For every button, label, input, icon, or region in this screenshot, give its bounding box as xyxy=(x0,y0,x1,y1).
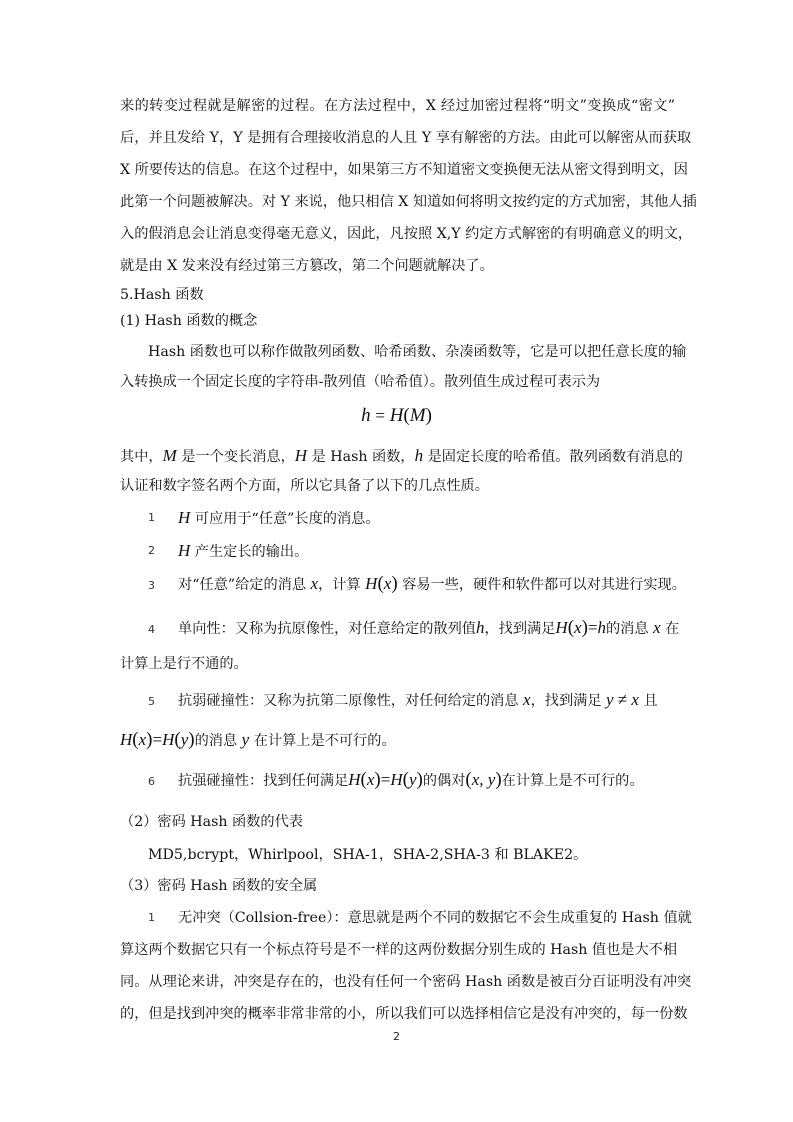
paragraph-line: H(x)=H(y)的消息 y 在计算上是不可行的。 xyxy=(120,729,396,750)
paragraph-line: 无冲突（Collsion-free）：意思就是两个不同的数据它不会生成重复的 Hash 值就 xyxy=(178,910,692,926)
paragraph-line: 就是由 X 发来没有经过第三方篡改，第二个问题就解决了。 xyxy=(120,258,494,274)
paragraph-line: 同。从理论来讲，冲突是存在的，也没有任何一个密码 Hash 函数是被百分百证明没有冲突 xyxy=(120,974,692,990)
paragraph-line: Hash 函数也可以称作做散列函数、哈希函数、杂凑函数等，它是可以把任意长度的输 xyxy=(148,344,687,360)
paragraph-line: 来的转变过程就是解密的过程。在方法过程中，X 经过加密过程将“明文”变换成“密文” xyxy=(120,98,675,114)
list-number: 4 xyxy=(148,623,155,636)
subsection-title: （2）密码 Hash 函数的代表 xyxy=(120,814,303,830)
paragraph-line: MD5,bcrypt，Whirlpool，SHA-1，SHA-2,SHA-3 和 BLAKE2。 xyxy=(148,847,588,863)
list-number: 3 xyxy=(148,579,155,592)
list-number: 6 xyxy=(148,775,155,788)
property-item: 抗弱碰撞性：又称为抗第二原像性，对任何给定的消息 x，找到满足 y ≠ x 且 xyxy=(178,690,658,709)
list-number: 1 xyxy=(148,911,155,924)
property-item: H 可应用于“任意”长度的消息。 xyxy=(178,508,380,527)
list-number: 1 xyxy=(148,511,155,524)
page-number: 2 xyxy=(393,1030,400,1043)
paragraph-line: 后，并且发给 Y，Y 是拥有合理接收消息的人且 Y 享有解密的方法。由此可以解密从而获取 xyxy=(120,130,692,146)
property-item: 单向性：又称为抗原像性，对任意给定的散列值h，找到满足H(x)=h的消息 x 在 xyxy=(178,617,680,638)
paragraph-line: 的，但是找到冲突的概率非常非常的小，所以我们可以选择相信它是没有冲突的，每一份数 xyxy=(120,1006,688,1022)
property-item: 对“任意”给定的消息 x，计算 H(x) 容易一些，硬件和软件都可以对其进行实现。 xyxy=(178,573,686,594)
subsection-title: (1) Hash 函数的概念 xyxy=(120,313,258,329)
hash-formula: h = H(M) xyxy=(361,405,432,426)
paragraph-line: 此第一个问题被解决。对 Y 来说，他只相信 X 知道如何将明文按约定的方式加密，其他人插 xyxy=(120,194,697,210)
paragraph-line: 计算上是行不通的。 xyxy=(120,656,248,672)
subsection-title: （3）密码 Hash 函数的安全属 xyxy=(120,878,318,894)
property-item: 抗强碰撞性：找到任何满足H(x)=H(y)的偶对(x, y)在计算上是不可行的。 xyxy=(178,769,644,790)
paragraph-line: 入的假消息会让消息变得毫无意义，因此，凡按照 X,Y 约定方式解密的有明确意义的明文， xyxy=(120,226,693,242)
section-title: 5.Hash 函数 xyxy=(120,287,204,303)
list-number: 5 xyxy=(148,695,155,708)
paragraph-line: 认证和数字签名两个方面，所以它具备了以下的几点性质。 xyxy=(120,478,489,494)
property-item: H 产生定长的输出。 xyxy=(178,541,309,560)
paragraph-line: 入转换成一个固定长度的字符串-散列值（哈希值）。散列值生成过程可表示为 xyxy=(120,374,601,390)
paragraph-line: 其中，M 是一个变长消息，H 是 Hash 函数，h 是固定长度的哈希值。散列函数有消息的 xyxy=(120,446,683,465)
paragraph-line: X 所要传达的信息。在这个过程中，如果第三方不知道密文变换便无法从密文得到明文，因 xyxy=(120,162,688,178)
list-number: 2 xyxy=(148,544,155,557)
paragraph-line: 算这两个数据它只有一个标点符号是不一样的这两份数据分别生成的 Hash 值也是大不相 xyxy=(120,942,678,958)
